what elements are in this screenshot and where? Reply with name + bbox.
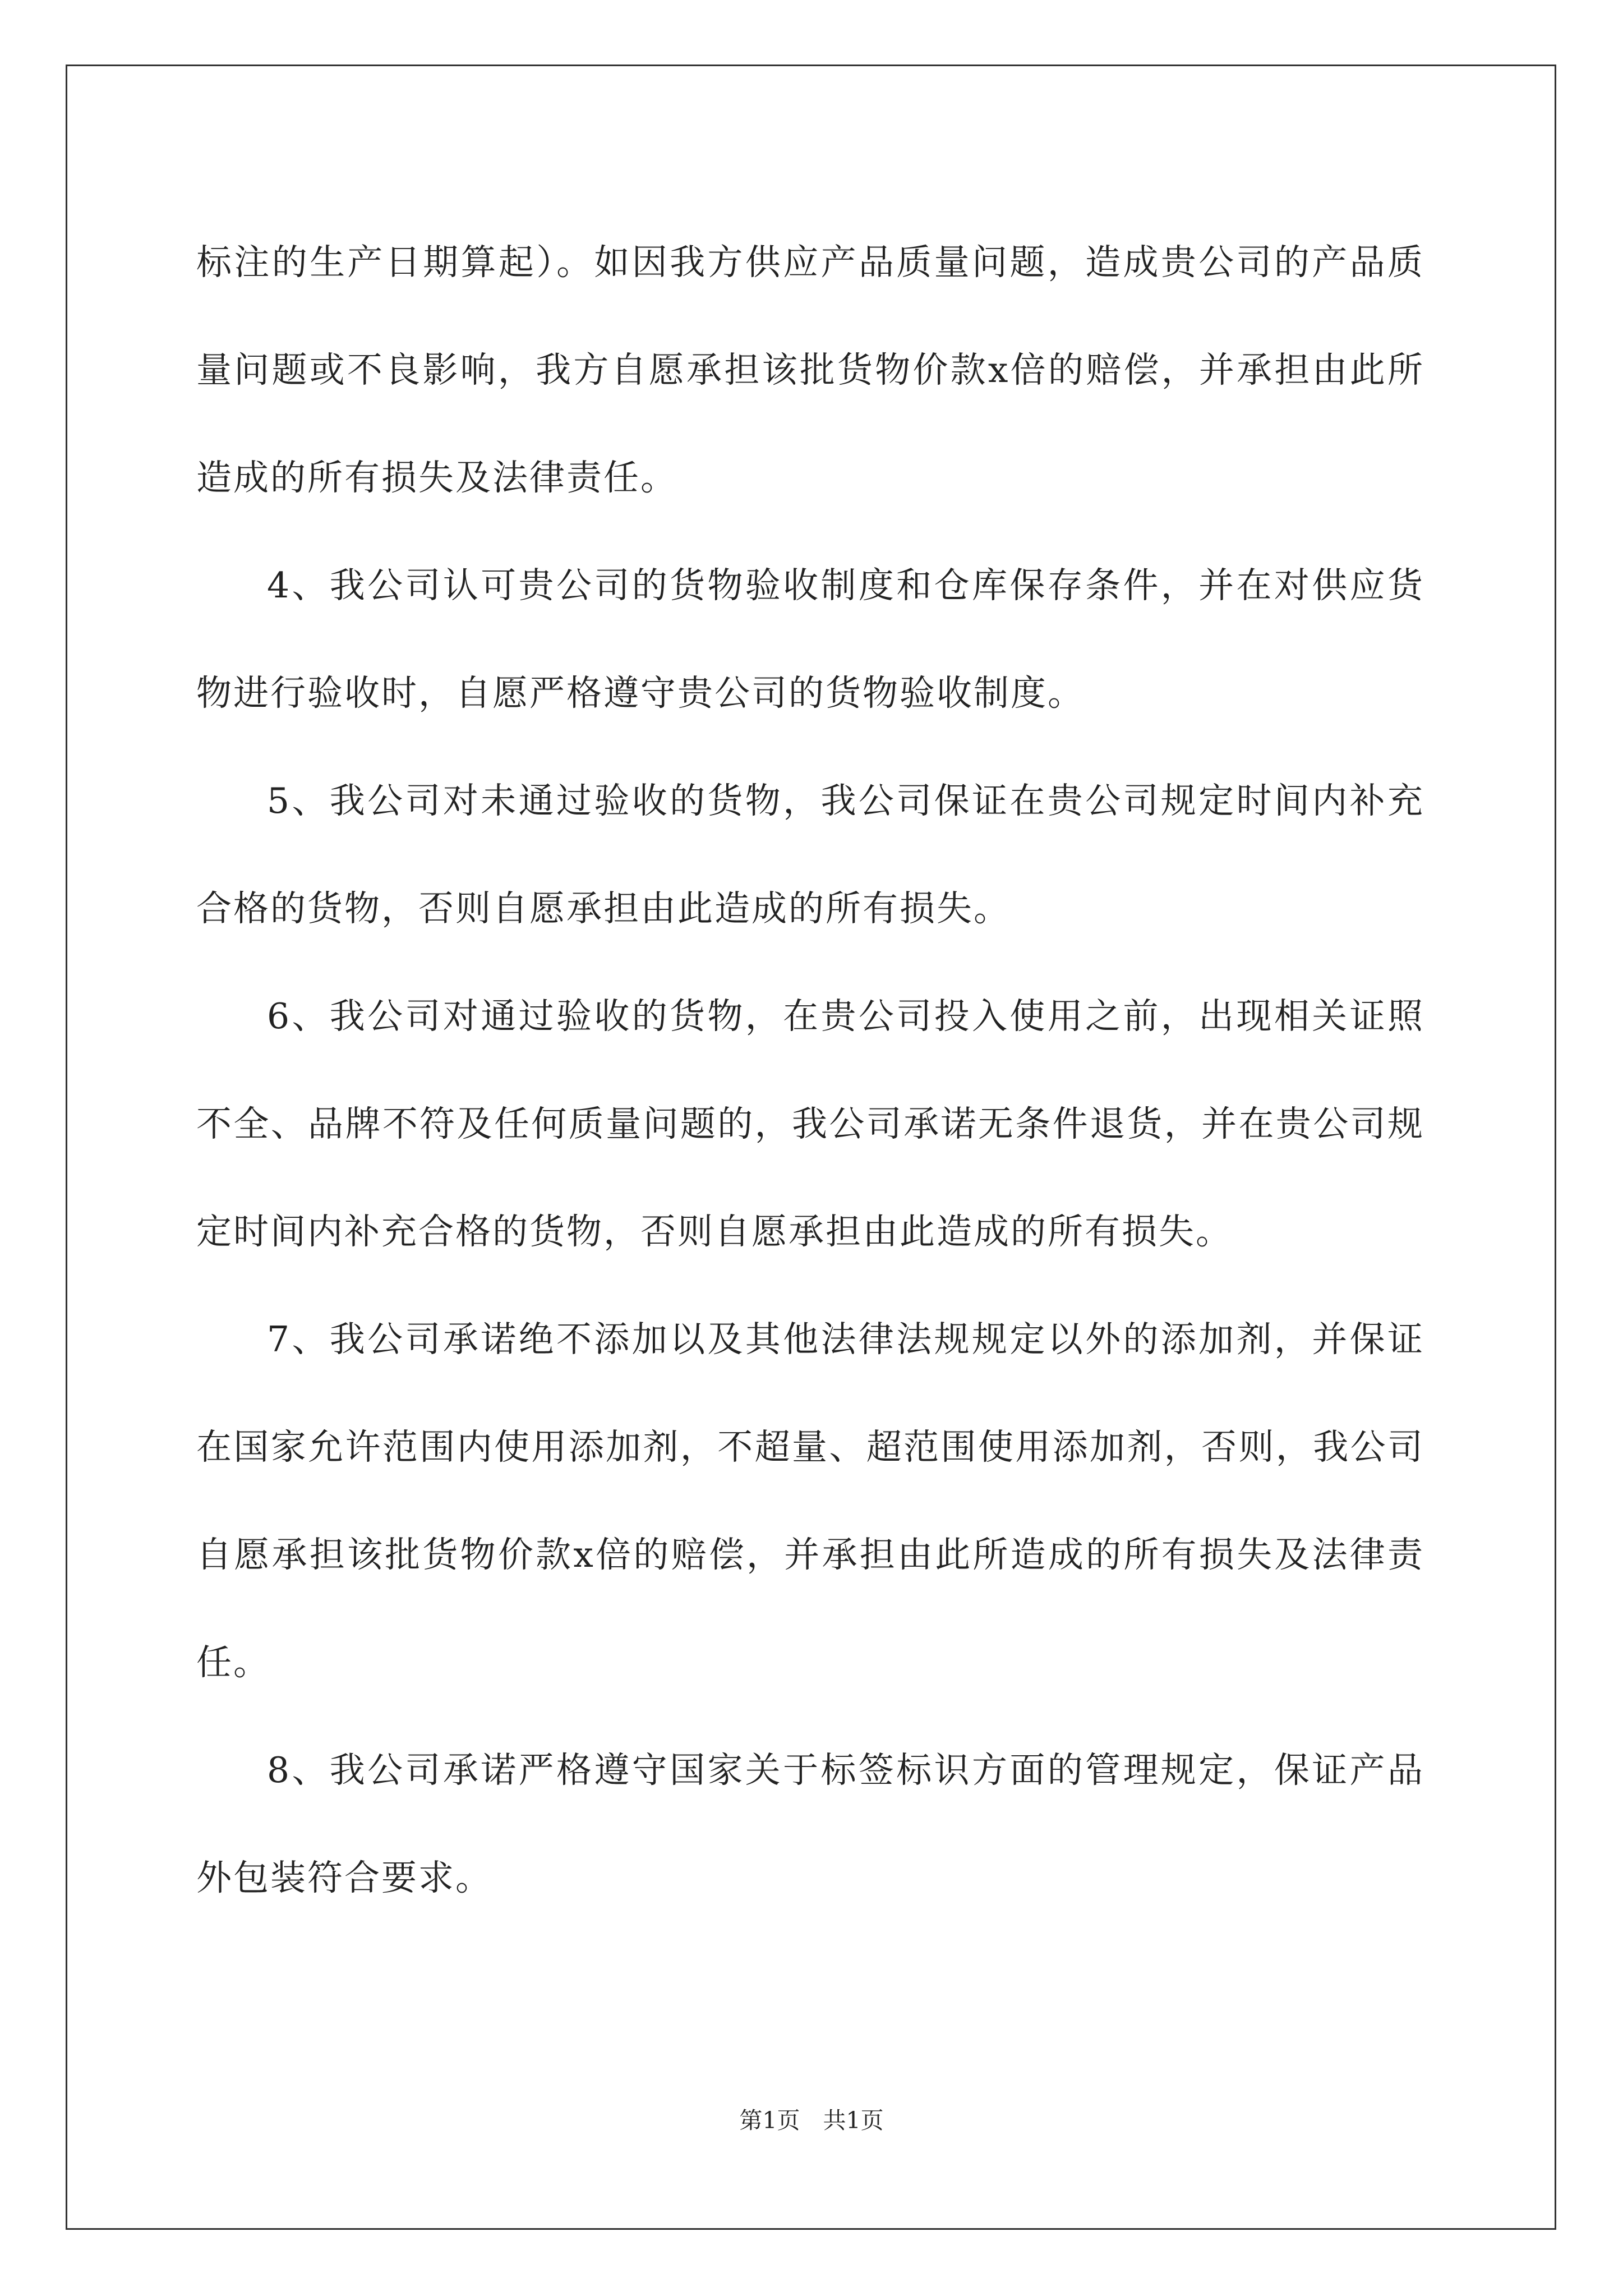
paragraph-item-5: 5、我公司对未通过验收的货物，我公司保证在贵公司规定时间内补充合格的货物，否则自愿承担由此造成的所有损失。 <box>196 780 1424 929</box>
paragraph-item-6: 6、我公司对通过验收的货物，在贵公司投入使用之前，出现相关证照不全、品牌不符及任何质量问题的，我公司承诺无条件退货，并在贵公司规定时间内补充合格的货物，否则自愿承担由此造成的所有损失。 <box>196 996 1424 1252</box>
page-number-footer: 第1页 共1页 <box>739 2107 884 2134</box>
paragraph-item-7: 7、我公司承诺绝不添加以及其他法律法规规定以外的添加剂，并保证在国家允许范围内使用添加剂，不超量、超范围使用添加剂，否则，我公司自愿承担该批货物价款x倍的赔偿，并承担由此所造成的所有损失及法律责任。 <box>196 1319 1424 1683</box>
paragraph-item-8: 8、我公司承诺严格遵守国家关于标签标识方面的管理规定，保证产品外包装符合要求。 <box>196 1750 1424 1898</box>
paragraph-continuation: 标注的生产日期算起）。如因我方供应产品质量问题，造成贵公司的产品质量问题或不良影响，我方自愿承担该批货物价款x倍的赔偿，并承担由此所造成的所有损失及法律责任。 <box>196 242 1424 498</box>
document-body <box>196 209 1424 1932</box>
paragraph-item-4: 4、我公司认可贵公司的货物验收制度和仓库保存条件，并在对供应货物进行验收时，自愿严格遵守贵公司的货物验收制度。 <box>196 565 1424 714</box>
